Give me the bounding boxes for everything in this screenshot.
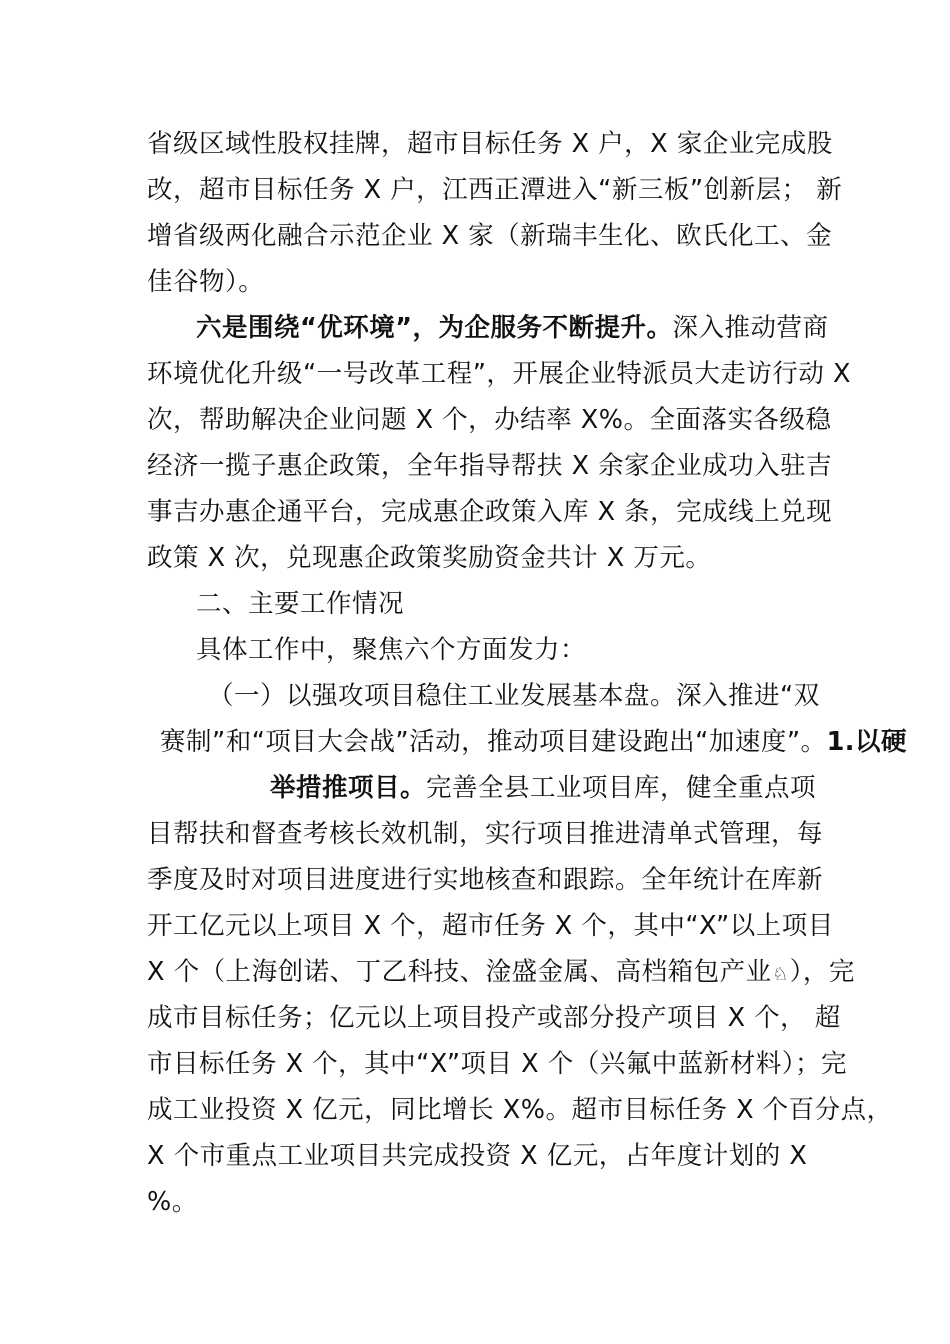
text-line: 成工业投资 X 亿元，同比增长 X%。超市目标任务 X 个百分点， [147,1095,893,1125]
text-span: ），完 [789,957,855,987]
bold-heading: 1.以硬 [826,727,907,757]
text-span: X 个（上海创诺、丁乙科技、淦盛金属、高档箱包产业 [147,957,772,987]
text-line: 开工亿元以上项目 X 个，超市任务 X 个，其中“X”以上项目 [147,911,834,941]
text-line: 省级区域性股权挂牌，超市目标任务 X 户，X 家企业完成股 [147,129,833,159]
text-line: 季度及时对项目进度进行实地核查和跟踪。全年统计在库新 [147,865,824,895]
subsection-heading: （一）以强攻项目稳住工业发展基本盘。深入推进“双 [208,681,820,711]
text-line: X 个市重点工业项目共完成投资 X 亿元，占年度计划的 X [147,1141,808,1171]
paragraph-line [160,726,907,758]
text-span: 赛制”和“项目大会战”活动，推动项目建设跑出“加速度”。 [160,727,827,757]
text-line: 目帮扶和督查考核长效机制，实行项目推进清单式管理，每 [147,819,824,849]
text-span: 深入推动营商 [672,313,829,343]
text-line: 增省级两化融合示范企业 X 家（新瑞丰生化、欧氏化工、金 [147,221,833,251]
text-line: 次，帮助解决企业问题 X 个，办结率 X%。全面落实各级稳 [147,405,832,435]
text-line: 市目标任务 X 个，其中“X”项目 X 个（兴氟中蓝新材料）；完 [147,1049,847,1079]
section-heading: 二、主要工作情况 [196,589,405,619]
paragraph-line [270,772,950,804]
text-line: 经济一揽子惠企政策，全年指导帮扶 X 余家企业成功入驻吉 [147,451,833,481]
paragraph-lead [196,312,876,344]
bold-heading: 六是围绕“优环境”，为企服务不断提升。 [196,313,673,343]
text-line: 事吉办惠企通平台，完成惠企政策入库 X 条，完成线上兑现 [147,497,833,527]
glyph-icon: ♘ [772,964,789,985]
text-line: 政策 X 次，兑现惠企政策奖励资金共计 X 万元。 [147,543,712,573]
text-line: 环境优化升级“一号改革工程”，开展企业特派员大走访行动 X [147,359,851,389]
text-line: 佳谷物）。 [147,267,265,297]
text-line: 改，超市目标任务 X 户，江西正潭进入“新三板”创新层； 新 [147,175,843,205]
text-line: 具体工作中，聚焦六个方面发力： [196,635,587,665]
paragraph-line [147,956,855,991]
bold-heading: 举措推项目。 [270,773,427,803]
text-span: 完善全县工业项目库，健全重点项 [426,773,817,803]
text-line: %。 [147,1187,198,1217]
text-line: 成市目标任务；亿元以上项目投产或部分投产项目 X 个， 超 [147,1003,841,1033]
